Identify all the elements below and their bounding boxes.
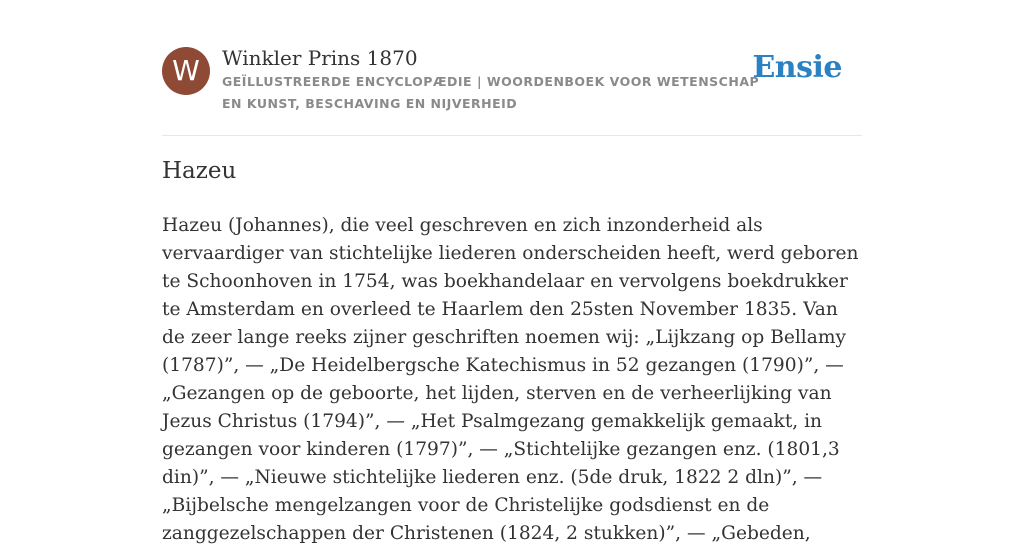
brand-logo[interactable]: Ensie	[752, 50, 842, 85]
site-header	[162, 0, 862, 136]
site-titles	[222, 44, 762, 115]
site-title[interactable]: Winkler Prins 1870	[222, 46, 418, 70]
page-container	[162, 0, 862, 544]
site-subtitle: GEÏLLUSTREERDE ENCYCLOPÆDIE | WOORDENBOEK VOOR WETENSCHAP EN KUNST, BESCHAVING EN NIJVERHEID	[222, 74, 760, 111]
article-body: Hazeu (Johannes), die veel geschreven en zich inzonderheid als vervaardiger van stichtelijke liederen onderscheiden heeft, werd geboren te Schoonhoven in 1754, was boekhandelaar en vervolgens boekdrukker te Amsterdam en overleed te Haarlem den 25sten November 1835. Van de zeer lange reeks zijner geschriften noemen wij: „Lijkzang op Bellamy (1787)”, — „De Heidelbergsche Katechismus in 52 gezangen (1790)”, — „Gezangen op de geboorte, het lijden, sterven en de verheerlijking van Jezus Christus (1794)”, — „Het Psalmgezang gemakkelijk gemaakt, in gezangen voor kinderen (1797)”, — „Stichtelijke gezangen enz. (1801,3 din)”, — „Nieuwe stichtelijke liederen enz. (5de druk, 1822 2 dln)”, — „Bijbelsche mengelzangen voor de Christelijke godsdienst en de zanggezelschappen der Christenen (1824, 2 stukken)”, — „Gebeden,	[162, 215, 859, 544]
avatar[interactable]: W	[162, 47, 210, 95]
article-title: Hazeu	[162, 158, 237, 184]
